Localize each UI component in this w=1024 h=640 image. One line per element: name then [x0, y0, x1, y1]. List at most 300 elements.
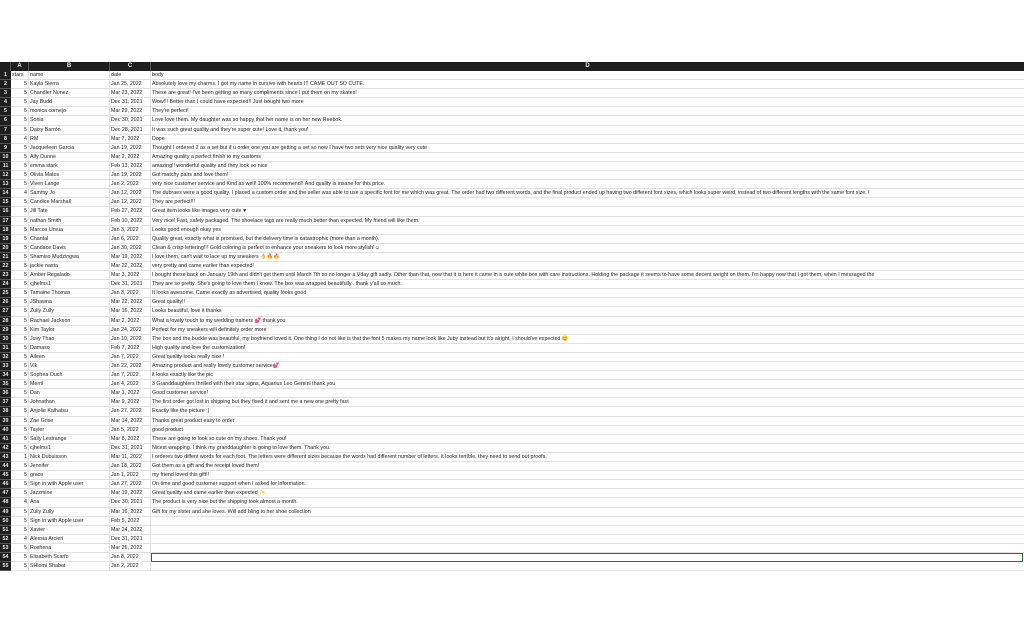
- cell-name[interactable]: Jay Budd: [29, 98, 110, 107]
- cell-name[interactable]: Zully Zully: [29, 508, 110, 517]
- cell-name[interactable]: monica cornejo: [29, 107, 110, 116]
- cell-name[interactable]: Shamiso Mudzingwa: [29, 253, 110, 262]
- row-number[interactable]: 3: [0, 89, 11, 98]
- cell-stars[interactable]: 4: [11, 135, 29, 144]
- cell-stars-header[interactable]: stars: [11, 71, 29, 80]
- cell-stars[interactable]: 5: [11, 553, 29, 562]
- row-number[interactable]: 49: [0, 508, 11, 517]
- cell-name[interactable]: Jacqueleen Garcia: [29, 144, 110, 153]
- table-row: [0, 544, 1024, 553]
- row-number[interactable]: 21: [0, 253, 11, 262]
- row-number[interactable]: 16: [0, 207, 11, 216]
- cell-name[interactable]: Anjolie Kalhatsu: [29, 407, 110, 416]
- cell-stars[interactable]: 5: [11, 89, 29, 98]
- cell-stars[interactable]: 5: [11, 362, 29, 371]
- cell-date[interactable]: Jan 3, 2022: [110, 289, 151, 298]
- cell-name[interactable]: Candice Marshall: [29, 198, 110, 207]
- column-header-c[interactable]: C: [110, 62, 151, 71]
- table-row: [0, 135, 1024, 144]
- cell-stars[interactable]: 5: [11, 335, 29, 344]
- cell-name[interactable]: Xavier: [29, 526, 110, 535]
- cell-stars[interactable]: 5: [11, 480, 29, 489]
- row-number[interactable]: 33: [0, 362, 11, 371]
- cell-name[interactable]: Rachael Jackson: [29, 317, 110, 326]
- cell-stars[interactable]: 1: [11, 453, 29, 462]
- cell-date[interactable]: Mar 1, 2022: [110, 389, 151, 398]
- cell-stars[interactable]: 5: [11, 307, 29, 316]
- cell-date[interactable]: Jan 22, 2022: [110, 362, 151, 371]
- cell-body[interactable]: my friend loved this gift!!: [151, 471, 1024, 480]
- cell-body[interactable]: I bought these back on January 19th and didn't get them until March 7th so no longer a Vday gift sadly. Other than that, now that it is here it came in a cute white box with care instructions. Holding the package it seems to have some decent weight on them. I'm happy now that I got them, when I messaged the: [151, 271, 1024, 280]
- cell-date[interactable]: Jan 24, 2022: [110, 326, 151, 335]
- table-row: [0, 380, 1024, 389]
- row-number[interactable]: 44: [0, 462, 11, 471]
- cell-date[interactable]: Jan 8, 2022: [110, 553, 151, 562]
- cell-body[interactable]: It looks awesome. Came exactly as advertised, quality looks good: [151, 289, 1024, 298]
- cell-name[interactable]: Tayler: [29, 426, 110, 435]
- row-number[interactable]: 38: [0, 407, 11, 416]
- cell-body[interactable]: Good customer service!: [151, 389, 1024, 398]
- row-number[interactable]: 28: [0, 317, 11, 326]
- cell-stars[interactable]: 5: [11, 162, 29, 171]
- cell-date[interactable]: Mar 16, 2022: [110, 508, 151, 517]
- row-number[interactable]: 42: [0, 444, 11, 453]
- cell-body[interactable]: Perfect for my sneakers will definitely order more: [151, 326, 1024, 335]
- cell-date[interactable]: Dec 31, 2021: [110, 98, 151, 107]
- cell-stars[interactable]: 5: [11, 398, 29, 407]
- cell-date[interactable]: Mar 11, 2022: [110, 453, 151, 462]
- cell-stars[interactable]: 5: [11, 544, 29, 553]
- cell-date[interactable]: Mar 26, 2022: [110, 544, 151, 553]
- cell-body[interactable]: Wow!!! Better than I could have expected!! Just bought two more: [151, 98, 1024, 107]
- cell-name[interactable]: Nick Dubuisson: [29, 453, 110, 462]
- cell-stars[interactable]: 5: [11, 462, 29, 471]
- cell-name[interactable]: Johnathan: [29, 398, 110, 407]
- table-row: [0, 435, 1024, 444]
- cell-date[interactable]: Feb 5, 2022: [110, 517, 151, 526]
- cell-date[interactable]: Jan 30, 2022: [110, 244, 151, 253]
- cell-stars[interactable]: 4: [11, 189, 29, 198]
- table-row: [0, 335, 1024, 344]
- cell-name-header[interactable]: name: [29, 71, 110, 80]
- cell-stars[interactable]: 5: [11, 344, 29, 353]
- row-number[interactable]: 20: [0, 244, 11, 253]
- cell-body[interactable]: [151, 544, 1024, 553]
- table-row: [0, 462, 1024, 471]
- cell-date[interactable]: Jan 12, 2022: [110, 189, 151, 198]
- cell-date[interactable]: Dec 31, 2021: [110, 444, 151, 453]
- cell-name[interactable]: Zully Zully: [29, 307, 110, 316]
- row-number[interactable]: 35: [0, 380, 11, 389]
- cell-name[interactable]: Sonia: [29, 116, 110, 125]
- cell-body[interactable]: They're perfect!: [151, 107, 1024, 116]
- cell-date[interactable]: Mar 8, 2022: [110, 435, 151, 444]
- row-number[interactable]: 2: [0, 80, 11, 89]
- row-number[interactable]: 24: [0, 280, 11, 289]
- cell-stars[interactable]: 5: [11, 126, 29, 135]
- cell-date[interactable]: Dec 28, 2021: [110, 126, 151, 135]
- cell-date[interactable]: Jan 1, 2022: [110, 471, 151, 480]
- cell-date[interactable]: Mar 24, 2022: [110, 526, 151, 535]
- cell-stars[interactable]: 5: [11, 426, 29, 435]
- cell-name[interactable]: Sign in with Apple user: [29, 480, 110, 489]
- row-number[interactable]: 12: [0, 171, 11, 180]
- cell-name[interactable]: Kayla Sierra: [29, 80, 110, 89]
- cell-date[interactable]: Jan 12, 2022: [110, 198, 151, 207]
- cell-body[interactable]: Great quality looks really nice !: [151, 353, 1024, 362]
- row-number[interactable]: 14: [0, 189, 11, 198]
- table-row: [0, 235, 1024, 244]
- cell-body[interactable]: Quality great, exactly what is promised, but the delivery time is catastrophic (more than a month).: [151, 235, 1024, 244]
- cell-date[interactable]: Mar 29, 2022: [110, 107, 151, 116]
- cell-date[interactable]: Jan 4, 2022: [110, 380, 151, 389]
- cell-stars[interactable]: 5: [11, 235, 29, 244]
- cell-body[interactable]: What a lovely touch to my wedding trainers 💕 thank you: [151, 317, 1024, 326]
- row-number[interactable]: 17: [0, 217, 11, 226]
- cell-body[interactable]: good product: [151, 426, 1024, 435]
- cell-date[interactable]: Jan 3, 2022: [110, 226, 151, 235]
- cell-date[interactable]: Mar 19, 2022: [110, 489, 151, 498]
- cell-body[interactable]: Amazing product and really lovely customer service💕: [151, 362, 1024, 371]
- cell-date[interactable]: Feb 7, 2022: [110, 344, 151, 353]
- row-number[interactable]: 40: [0, 426, 11, 435]
- cell-date[interactable]: Mar 23, 2022: [110, 89, 151, 98]
- cell-name[interactable]: Vik: [29, 362, 110, 371]
- cell-date[interactable]: Mar 22, 2022: [110, 262, 151, 271]
- cell-stars[interactable]: 4: [11, 498, 29, 507]
- cell-body[interactable]: [151, 535, 1024, 544]
- cell-name[interactable]: Marcos Ursua: [29, 226, 110, 235]
- row-number[interactable]: 54: [0, 553, 11, 562]
- cell-body[interactable]: [151, 553, 1024, 562]
- cell-date[interactable]: Jan 7, 2022: [110, 371, 151, 380]
- cell-stars[interactable]: 4: [11, 535, 29, 544]
- cell-stars[interactable]: 5: [11, 444, 29, 453]
- cell-name[interactable]: Daisy Barrón: [29, 126, 110, 135]
- row-number[interactable]: 11: [0, 162, 11, 171]
- cell-name[interactable]: emma stark: [29, 162, 110, 171]
- cell-stars[interactable]: 5: [11, 271, 29, 280]
- cell-body[interactable]: very nice customer service and Kind as well! 100% recommend!! And quality is insane for this price.: [151, 180, 1024, 189]
- spreadsheet[interactable]: [0, 62, 1024, 578]
- cell-name[interactable]: Sophea Ouch: [29, 371, 110, 380]
- cell-stars[interactable]: 5: [11, 180, 29, 189]
- cell-stars[interactable]: 5: [11, 80, 29, 89]
- cell-body[interactable]: I orderes two diffent words for each foot. The letters were different sizes because the words had different number of letters. It looks terrible. they need to send out proofs.: [151, 453, 1024, 462]
- cell-date[interactable]: Feb 10, 2022: [110, 217, 151, 226]
- cell-name[interactable]: Aileen: [29, 353, 110, 362]
- row-number[interactable]: 41: [0, 435, 11, 444]
- table-row: [0, 298, 1024, 307]
- cell-body[interactable]: They are so pretty. She's going to love them I know. The box was wrapped beautifully.. thank y'all so much.: [151, 280, 1024, 289]
- table-row: [0, 116, 1024, 125]
- cell-stars[interactable]: 5: [11, 407, 29, 416]
- cell-body[interactable]: These are great! I've been getting so many compliments since I put them on my skates!: [151, 89, 1024, 98]
- row-number[interactable]: 19: [0, 235, 11, 244]
- cell-stars[interactable]: 5: [11, 217, 29, 226]
- row-number[interactable]: 23: [0, 271, 11, 280]
- cell-body[interactable]: These are going to look so cute on my shoes. Thank you!: [151, 435, 1024, 444]
- table-row: [0, 226, 1024, 235]
- cell-name[interactable]: Tamaine Thomas: [29, 289, 110, 298]
- cell-date[interactable]: Dec 31, 2021: [110, 280, 151, 289]
- cell-date[interactable]: Mar 16, 2022: [110, 307, 151, 316]
- cell-date[interactable]: Jan 18, 2022: [110, 462, 151, 471]
- cell-date[interactable]: Jan 27, 2022: [110, 407, 151, 416]
- cell-body[interactable]: Got matchy pairs and love them!: [151, 171, 1024, 180]
- cell-name[interactable]: Viven Lange: [29, 180, 110, 189]
- cell-body[interactable]: Got them as a gift and the receipt loved them!: [151, 462, 1024, 471]
- cell-body[interactable]: Amazing quality a perfect finish to my customs: [151, 153, 1024, 162]
- cell-date[interactable]: Jan 5, 2022: [110, 426, 151, 435]
- row-number[interactable]: 27: [0, 307, 11, 316]
- cell-stars[interactable]: 5: [11, 244, 29, 253]
- row-number[interactable]: 50: [0, 517, 11, 526]
- cell-body[interactable]: It was such great quality and they're super cute! Love it, thank you!: [151, 126, 1024, 135]
- table-row: [0, 98, 1024, 107]
- cell-name[interactable]: Candace Davis: [29, 244, 110, 253]
- cell-name[interactable]: Chandler Nunez: [29, 89, 110, 98]
- cell-stars[interactable]: 5: [11, 489, 29, 498]
- cell-stars[interactable]: 5: [11, 116, 29, 125]
- cell-body[interactable]: Looks good enough okay yes: [151, 226, 1024, 235]
- header-row: [0, 71, 1024, 80]
- cell-name[interactable]: cjhelms1: [29, 444, 110, 453]
- row-number[interactable]: 25: [0, 289, 11, 298]
- cell-body[interactable]: Thought I ordered 2 as a set but if u order one you are getting a set so now I have two sets very nice quality very cute: [151, 144, 1024, 153]
- row-number[interactable]: 26: [0, 298, 11, 307]
- row-number[interactable]: 1: [0, 71, 11, 80]
- cell-stars[interactable]: 5: [11, 526, 29, 535]
- cell-body[interactable]: [151, 526, 1024, 535]
- cell-name[interactable]: SHlomi Shabat: [29, 562, 110, 571]
- cell-date[interactable]: Feb 13, 2022: [110, 162, 151, 171]
- table-row: [0, 244, 1024, 253]
- row-number[interactable]: 37: [0, 398, 11, 407]
- row-number[interactable]: 48: [0, 498, 11, 507]
- cell-body[interactable]: Absolutely love my charms. I got my name in cursive with hearts IT CAME OUT SO CUTE.: [151, 80, 1024, 89]
- row-number[interactable]: 7: [0, 126, 11, 135]
- row-number[interactable]: 45: [0, 471, 11, 480]
- cell-body[interactable]: The first order got lost in shipping but they fixed it and sent me a new one pretty fast: [151, 398, 1024, 407]
- cell-name[interactable]: cjhelms1: [29, 280, 110, 289]
- cell-stars[interactable]: 5: [11, 380, 29, 389]
- row-number[interactable]: 9: [0, 144, 11, 153]
- cell-body[interactable]: They are perfect!!!: [151, 198, 1024, 207]
- cell-date[interactable]: Jan 10, 2022: [110, 335, 151, 344]
- cell-stars[interactable]: 5: [11, 262, 29, 271]
- row-number[interactable]: 39: [0, 417, 11, 426]
- cell-name[interactable]: Roshena: [29, 544, 110, 553]
- cell-stars[interactable]: 5: [11, 417, 29, 426]
- cell-body[interactable]: High quality and love the customization!: [151, 344, 1024, 353]
- cell-body[interactable]: Very nice! Fast, safely packaged. The shoelace tags are really much better than expected. My friend will like them.: [151, 217, 1024, 226]
- cell-date[interactable]: Jan 25, 2022: [110, 80, 151, 89]
- cell-name[interactable]: RM: [29, 135, 110, 144]
- cell-stars[interactable]: 5: [11, 198, 29, 207]
- cell-date[interactable]: Mar 2, 2022: [110, 317, 151, 326]
- row-number[interactable]: 6: [0, 116, 11, 125]
- cell-body[interactable]: 3 Granddaughters thrilled with their star signs, Aquarius Leo Gemini thank you: [151, 380, 1024, 389]
- column-header-d[interactable]: D: [585, 63, 590, 69]
- cell-body[interactable]: [151, 562, 1024, 571]
- cell-date[interactable]: Jan 19, 2022: [110, 144, 151, 153]
- cell-name[interactable]: Kim Taylor: [29, 326, 110, 335]
- table-row: [0, 317, 1024, 326]
- cell-stars[interactable]: 5: [11, 98, 29, 107]
- cell-stars[interactable]: 5: [11, 562, 29, 571]
- cell-name[interactable]: Sally Lestrange: [29, 435, 110, 444]
- table-row: [0, 326, 1024, 335]
- row-number[interactable]: 53: [0, 544, 11, 553]
- cell-name[interactable]: Elisabeth Scarfo: [29, 553, 110, 562]
- cell-body[interactable]: very pretty and came earlier than expected!: [151, 262, 1024, 271]
- cell-name[interactable]: Dan: [29, 389, 110, 398]
- cell-stars[interactable]: 5: [11, 207, 29, 216]
- cell-date[interactable]: Jan 19, 2022: [110, 171, 151, 180]
- cell-name[interactable]: Zae Grise: [29, 417, 110, 426]
- column-header-a[interactable]: A: [11, 62, 29, 71]
- cell-date-header[interactable]: date: [110, 71, 151, 80]
- cell-date[interactable]: Jan 7, 2022: [110, 353, 151, 362]
- table-row: [0, 344, 1024, 353]
- cell-date[interactable]: Mar 3, 2022: [110, 271, 151, 280]
- cell-body[interactable]: Great quality!!: [151, 298, 1024, 307]
- cell-body[interactable]: Dope: [151, 135, 1024, 144]
- cell-stars[interactable]: 5: [11, 389, 29, 398]
- row-number[interactable]: 5: [0, 107, 11, 116]
- select-all-corner[interactable]: [0, 62, 11, 71]
- cell-date[interactable]: Dec 30, 2021: [110, 498, 151, 507]
- cell-date[interactable]: Mar 2, 2022: [110, 153, 151, 162]
- row-number[interactable]: 46: [0, 480, 11, 489]
- cell-stars[interactable]: 5: [11, 508, 29, 517]
- cell-date[interactable]: Jan 2, 2022: [110, 180, 151, 189]
- cell-name[interactable]: Chantal: [29, 235, 110, 244]
- cell-body[interactable]: Thanks great product easy to order: [151, 417, 1024, 426]
- cell-date[interactable]: Dec 30, 2021: [110, 116, 151, 125]
- cell-stars[interactable]: 5: [11, 326, 29, 335]
- cell-name[interactable]: Juvy Thao: [29, 335, 110, 344]
- row-number[interactable]: 34: [0, 371, 11, 380]
- cell-body[interactable]: Clean & crisp lettering!!! Gold coloring is perfect to enhance your sneakers to look more stylish!☺: [151, 244, 1024, 253]
- row-number[interactable]: 43: [0, 453, 11, 462]
- row-number[interactable]: 13: [0, 180, 11, 189]
- cell-body[interactable]: The product is very nice but the shipping took almost a month.: [151, 498, 1024, 507]
- cell-body[interactable]: I love them, can't wait to lace up my sneakers 👌🔥🔥: [151, 253, 1024, 262]
- row-number[interactable]: 8: [0, 135, 11, 144]
- cell-date[interactable]: Mar 19, 2022: [110, 253, 151, 262]
- row-number[interactable]: 30: [0, 335, 11, 344]
- cell-name[interactable]: Alessia Arcieri: [29, 535, 110, 544]
- row-number[interactable]: 4: [0, 98, 11, 107]
- cell-name[interactable]: JShawna: [29, 298, 110, 307]
- cell-date[interactable]: Dec 31, 2021: [110, 535, 151, 544]
- cell-stars[interactable]: 5: [11, 371, 29, 380]
- table-row: [0, 498, 1024, 507]
- cell-date[interactable]: Mar 9, 2022: [110, 398, 151, 407]
- cell-stars[interactable]: 5: [11, 144, 29, 153]
- row-number[interactable]: 29: [0, 326, 11, 335]
- cell-stars[interactable]: 5: [11, 435, 29, 444]
- cell-name[interactable]: Ana: [29, 498, 110, 507]
- cell-body[interactable]: Nicest wrapping. I think my granddaughter is going to love them. Thank you.: [151, 444, 1024, 453]
- cell-stars[interactable]: 5: [11, 353, 29, 362]
- row-number[interactable]: 47: [0, 489, 11, 498]
- cell-name[interactable]: jackie nasta: [29, 262, 110, 271]
- cell-name[interactable]: nathan Smith: [29, 217, 110, 226]
- cell-stars[interactable]: 5: [11, 226, 29, 235]
- table-row: [0, 289, 1024, 298]
- cell-stars[interactable]: 5: [11, 289, 29, 298]
- cell-stars[interactable]: 5: [11, 298, 29, 307]
- row-number[interactable]: 36: [0, 389, 11, 398]
- cell-stars[interactable]: 5: [11, 107, 29, 116]
- table-row: [0, 526, 1024, 535]
- cell-stars[interactable]: 5: [11, 253, 29, 262]
- cell-body[interactable]: On time and good customer support when I asked for information.: [151, 480, 1024, 489]
- cell-stars[interactable]: 5: [11, 153, 29, 162]
- cell-body[interactable]: The dubraes were a good quality. I placed a custom order and the seller was able to use a specific font for me which was great. The order had two different words, and the final product ended up having two different font sizes, which looks super weird, instead of two different lengths with the same font size. I: [151, 189, 1024, 198]
- cell-name[interactable]: Jill Tate: [29, 207, 110, 216]
- cell-body[interactable]: it looks exactly like the pic: [151, 371, 1024, 380]
- row-number[interactable]: 22: [0, 262, 11, 271]
- cell-body[interactable]: Great item looks like images very cute ♥: [151, 207, 1024, 216]
- cell-name[interactable]: Merril: [29, 380, 110, 389]
- cell-date[interactable]: Jan 27, 2022: [110, 480, 151, 489]
- row-number[interactable]: 15: [0, 198, 11, 207]
- row-number[interactable]: 31: [0, 344, 11, 353]
- cell-name[interactable]: Alfy Dunne: [29, 153, 110, 162]
- cell-name[interactable]: Olivia Matos: [29, 171, 110, 180]
- cell-stars[interactable]: 5: [11, 171, 29, 180]
- row-number[interactable]: 32: [0, 353, 11, 362]
- cell-name[interactable]: grace: [29, 471, 110, 480]
- row-number[interactable]: 18: [0, 226, 11, 235]
- cell-body[interactable]: Gift for my sister and she loves. Will add bling to her shoe collection: [151, 508, 1024, 517]
- cell-name[interactable]: Amber Regalado: [29, 271, 110, 280]
- cell-body[interactable]: amazing!! wonderful quality and they look so nice: [151, 162, 1024, 171]
- cell-date[interactable]: Mar 14, 2022: [110, 417, 151, 426]
- row-number[interactable]: 51: [0, 526, 11, 535]
- row-number[interactable]: 55: [0, 562, 11, 571]
- cell-name[interactable]: Sammy Jo: [29, 189, 110, 198]
- cell-date[interactable]: Jan 6, 2022: [110, 235, 151, 244]
- cell-body[interactable]: Looks beautiful, love it thanks: [151, 307, 1024, 316]
- cell-body-header[interactable]: body: [151, 71, 1024, 80]
- cell-name[interactable]: Damaso: [29, 344, 110, 353]
- row-number[interactable]: 52: [0, 535, 11, 544]
- cell-stars[interactable]: 5: [11, 280, 29, 289]
- cell-date[interactable]: Mar 7, 2022: [110, 135, 151, 144]
- cell-body[interactable]: Love love them. My daughter was so happy that her name is on her new Reebok.: [151, 116, 1024, 125]
- cell-name[interactable]: Jazzmine: [29, 489, 110, 498]
- cell-date[interactable]: Feb 27, 2022: [110, 207, 151, 216]
- column-header-b[interactable]: B: [29, 62, 110, 71]
- cell-stars[interactable]: 5: [11, 317, 29, 326]
- row-number[interactable]: 10: [0, 153, 11, 162]
- cell-body[interactable]: Great quality and came earlier than expected ✨: [151, 489, 1024, 498]
- cell-date[interactable]: Jan 2, 2022: [110, 562, 151, 571]
- cell-body[interactable]: Exactly like the picture :): [151, 407, 1024, 416]
- cell-name[interactable]: Sign in with Apple user: [29, 517, 110, 526]
- cell-body[interactable]: The box and the buckle was beautiful, my boyfriend loved it. One thing I do not like is that the font 5 makes my name look like Juby instead but it's alright, I should've expected 😊: [151, 335, 1024, 344]
- cell-name[interactable]: Jennifer: [29, 462, 110, 471]
- cell-stars[interactable]: 5: [11, 471, 29, 480]
- cell-date[interactable]: Mar 22, 2022: [110, 298, 151, 307]
- cell-stars[interactable]: 5: [11, 517, 29, 526]
- cell-body[interactable]: [151, 517, 1024, 526]
